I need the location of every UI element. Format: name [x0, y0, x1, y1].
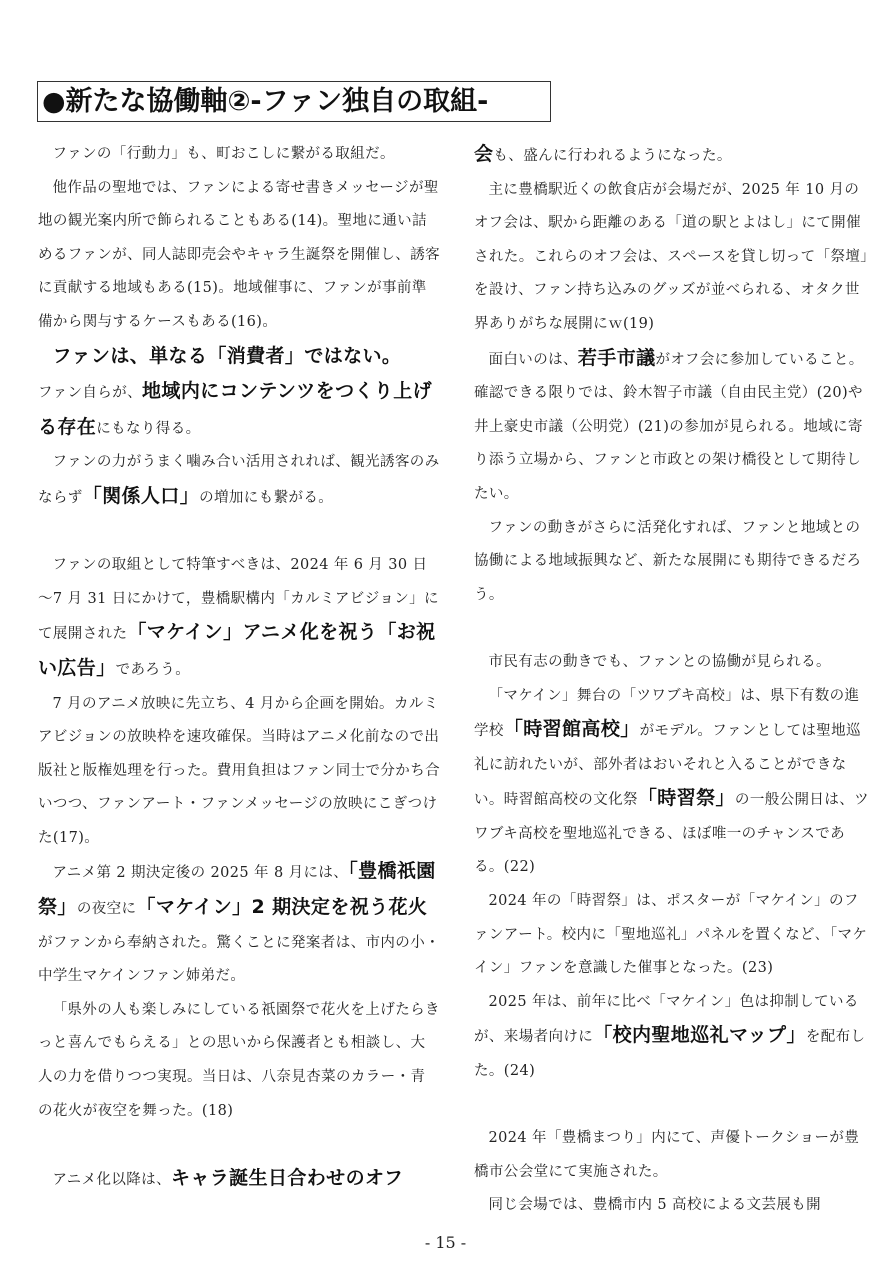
- text-run: がオフ会に参加していること。確認できる限りでは、鈴木智子市議（自由民主党）(20)や井上豪史市議（公明党）(21)の参加が見られる。地域に寄り添う立場から、ファンと市政との架け橋役として期待したい。: [474, 351, 864, 502]
- paragraph: 他作品の聖地では、ファンによる寄せ書きメッセージが聖地の観光案内所で飾られることもある(14)。聖地に通い詰めるファンが、同人誌即売会やキャラ生誕祭を開催し、誘客に貢献する地域もある(15)。地域催事に、ファンが事前準備から関与するケースもある(16)。: [38, 179, 441, 330]
- text-run: 2025 年は、前年に比べ「マケイン」色は抑制しているが、来場者向けに: [474, 993, 859, 1046]
- text-run: アニメ第 2 期決定後の 2025 年 8 月には、: [52, 865, 349, 882]
- text-run: も、盛んに行われるようになった。: [493, 148, 732, 164]
- paragraph: 7 月のアニメ放映に先立ち、4 月から企画を開始。カルミアビジョンの放映枠を速攻確保。当時はアニメ化前なので出版社と版権処理を行った。費用負担はファン同士で分かち合いつつ、ファンアート・ファンメッセージの放映にこぎつけた(17)。: [38, 695, 441, 846]
- emphasis-text: 若手市議: [577, 346, 656, 369]
- emphasis-text: 「時習祭」: [637, 787, 735, 810]
- text-run: がモデル。ファンとしては聖地巡礼に訪れたいが、部外者はおいそれと入ることができない。時習館高校の文化祭: [474, 723, 861, 809]
- paragraph: 2024 年「豊橋まつり」内にて、声優トークショーが豊橋市公会堂にて実施された。: [474, 1130, 860, 1180]
- paragraph: [474, 680, 872, 886]
- text-run: を配布した。(24): [474, 1029, 866, 1080]
- paragraph-gap: [38, 516, 440, 550]
- text-run: ファン自らが、: [38, 385, 143, 402]
- emphasis-text: 「マケイン」2 期決定を祝う花火: [136, 896, 428, 919]
- paragraph: 主に豊橋駅近くの飲食店が会場だが、2025 年 10 月のオフ会は、駅から距離のある「道の駅とよはし」にて開催された。これらのオフ会は、スペースを貸し切って「祭壇」を設け、ファン持ち込みのグッズが並べられる、オタク世界ありがちな展開にｗ(19): [474, 181, 868, 332]
- right-column: [474, 138, 872, 1223]
- emphasis-text: 地域内にコンテンツをつくり上げる存在: [38, 380, 433, 438]
- paragraph-gap: [474, 1089, 872, 1123]
- page-number: - 15 -: [424, 1233, 467, 1252]
- section-title: ●新たな協働軸②-ファン独自の取組-: [37, 81, 551, 122]
- emphasis-text: 「関係人口」: [82, 484, 200, 507]
- text-run: ファンの力がうまく噛み合い活用されれば、観光誘客のみならず: [38, 454, 440, 506]
- paragraph: [38, 446, 440, 515]
- emphasis-text: 「豊橋祇園祭」: [38, 860, 436, 919]
- emphasis-text: 「時習館高校」: [503, 718, 640, 741]
- text-run: にもなり得る。: [96, 420, 201, 437]
- paragraph-gap: [474, 612, 872, 646]
- text-run: の一般公開日は、ツワブキ高校を聖地巡礼できる、ほぼ唯一のチャンスである。(22): [474, 792, 870, 876]
- emphasis-text: ファンは、単なる「消費者」ではない。: [52, 344, 402, 367]
- paragraph: [474, 986, 872, 1089]
- left-column: [38, 138, 440, 1197]
- paragraph: 同じ会場では、豊橋市内 5 高校による文芸展も開: [488, 1197, 822, 1214]
- emphasis-text: 「マケイン」アニメ化を祝う「お祝い広告」: [38, 621, 436, 679]
- text-run: であろう。: [115, 661, 191, 678]
- emphasis-paragraph: [38, 340, 440, 376]
- paragraph: [474, 138, 872, 174]
- paragraph: ファンの動きがさらに活発化すれば、ファンと地域との協働による地域振興など、新たな展開にも期待できるだろう。: [474, 519, 862, 603]
- emphasis-text: 「校内聖地巡礼マップ」: [593, 1024, 806, 1047]
- text-run: の夜空に: [76, 901, 137, 918]
- paragraph-gap: [38, 1128, 440, 1162]
- text-run: 面白いのは、: [488, 351, 578, 368]
- text-run: アニメ化以降は、: [52, 1171, 171, 1188]
- paragraph: ファンの「行動力」も、町おこしに繋がる取組だ。: [52, 146, 395, 162]
- paragraph: [474, 342, 872, 512]
- text-run: ファンの取組として特筆すべきは、2024 年 6 月 30 日～7 月 31 日にかけて，豊橋駅構内「カルミアビジョン」にて展開された: [38, 557, 439, 643]
- paragraph: 市民有志の動きでも、ファンとの協働が見られる。: [488, 653, 831, 670]
- emphasis-text: 会: [474, 143, 494, 165]
- paragraph: [38, 375, 440, 446]
- text-run: がファンから奉納された。驚くことに発案者は、市内の小・中学生マケインファン姉弟だ。: [38, 934, 441, 985]
- text-run: の増加にも繋がる。: [199, 489, 334, 506]
- paragraph: 2024 年の「時習祭」は、ポスターが「マケイン」のファンアート。校内に「聖地巡礼」パネルを置くなど､「マケイン」ファンを意識した催事となった。(23): [474, 893, 868, 977]
- emphasis-text: キャラ誕生日合わせのオフ: [170, 1166, 404, 1189]
- paragraph: [38, 1162, 440, 1198]
- text-run: 「マケイン」舞台の「ツワブキ高校」は、県下有数の進学校: [474, 687, 860, 740]
- paragraph: 「県外の人も楽しみにしている祇園祭で花火を上げたらきっと喜んでもらえる」との思いから保護者とも相談し、大人の力を借りつつ実現。当日は、八奈見杏菜のカラー・青の花火が夜空を舞った。(18): [38, 1001, 440, 1119]
- paragraph: [38, 549, 440, 687]
- paragraph: [38, 855, 440, 993]
